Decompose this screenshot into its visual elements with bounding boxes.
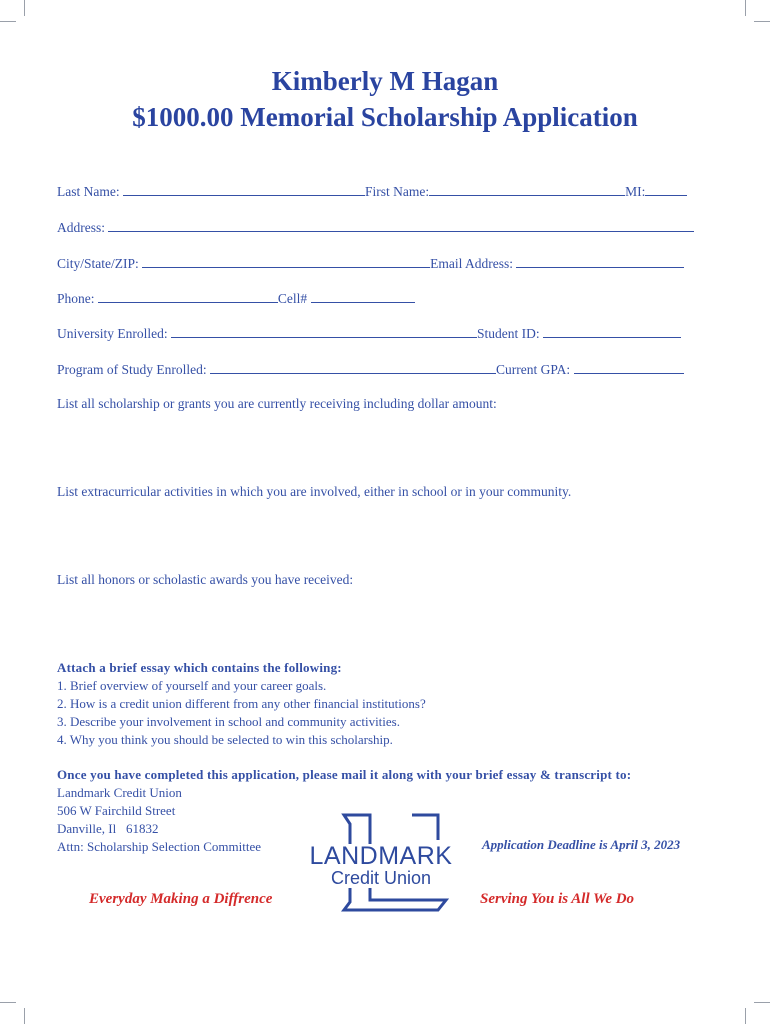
first-name-label: First Name: (364, 184, 430, 199)
application-deadline: Application Deadline is April 3, 2023 (482, 837, 681, 852)
activities-prompt: List extracurricular activities in which you are involved, either in school or in your community. (57, 484, 572, 499)
cell-label: Cell# (277, 291, 308, 306)
honors-prompt: List all honors or scholastic awards you have received: (57, 572, 354, 587)
gpa-field[interactable] (574, 360, 684, 374)
program-row (57, 360, 684, 379)
essay-item: 3. Describe your involvement in school and community activities. (57, 714, 400, 729)
mi-label: MI: (625, 184, 646, 199)
scholarships-prompt: List all scholarship or grants you are currently receiving including dollar amount: (57, 396, 497, 411)
tagline-right: Serving You is All We Do (480, 891, 635, 907)
essay-item: 1. Brief overview of yourself and your career goals. (57, 678, 327, 693)
name-row (57, 182, 687, 201)
crop-mark (24, 1008, 25, 1024)
address-field[interactable] (108, 218, 694, 232)
city-state-zip-label: City/State/ZIP: (57, 256, 139, 271)
crop-mark (754, 1002, 770, 1003)
phone-field[interactable] (98, 289, 278, 303)
essay-item: 4. Why you think you should be selected to win this scholarship. (57, 732, 393, 747)
logo-name: LANDMARK (309, 842, 453, 870)
crop-mark (0, 21, 16, 22)
page-title-line1: Kimberly M Hagan (271, 66, 499, 96)
email-label: Email Address: (430, 256, 514, 271)
address-label: Address: (57, 220, 105, 235)
city-row (57, 254, 684, 273)
university-label: University Enrolled: (57, 326, 168, 341)
city-state-zip-field[interactable] (142, 254, 430, 268)
phone-row (57, 289, 415, 308)
program-field[interactable] (210, 360, 496, 374)
university-field[interactable] (171, 324, 477, 338)
crop-mark (745, 0, 746, 16)
mailing-line: 506 W Fairchild Street (57, 803, 176, 818)
essay-section (57, 659, 426, 749)
page-title-line2: $1000.00 Memorial Scholarship Application (132, 102, 638, 132)
email-field[interactable] (516, 254, 684, 268)
address-row (57, 218, 694, 237)
mailing-line: Landmark Credit Union (57, 785, 182, 800)
university-row (57, 324, 681, 343)
cell-field[interactable] (311, 289, 415, 303)
mailing-line: Danville, Il 61832 (57, 821, 159, 836)
gpa-label: Current GPA: (495, 362, 571, 377)
mi-field[interactable] (645, 182, 687, 196)
last-name-field[interactable] (123, 182, 365, 196)
mailing-heading: Once you have completed this application, please mail it along with your brief essay & transcript to: (57, 767, 632, 782)
student-id-field[interactable] (543, 324, 681, 338)
student-id-label: Student ID: (476, 326, 540, 341)
logo-subtitle: Credit Union (330, 868, 432, 888)
mailing-line: Attn: Scholarship Selection Committee (57, 839, 262, 854)
crop-mark (24, 0, 25, 16)
program-label: Program of Study Enrolled: (57, 362, 207, 377)
essay-heading: Attach a brief essay which contains the following: (57, 660, 342, 675)
last-name-label: Last Name: (57, 184, 120, 199)
phone-label: Phone: (57, 291, 95, 306)
landmark-logo (292, 812, 470, 916)
crop-mark (745, 1008, 746, 1024)
first-name-field[interactable] (429, 182, 625, 196)
crop-mark (754, 21, 770, 22)
essay-item: 2. How is a credit union different from any other financial institutions? (57, 696, 426, 711)
crop-mark (0, 1002, 16, 1003)
tagline-left: Everyday Making a Diffrence (89, 891, 273, 907)
